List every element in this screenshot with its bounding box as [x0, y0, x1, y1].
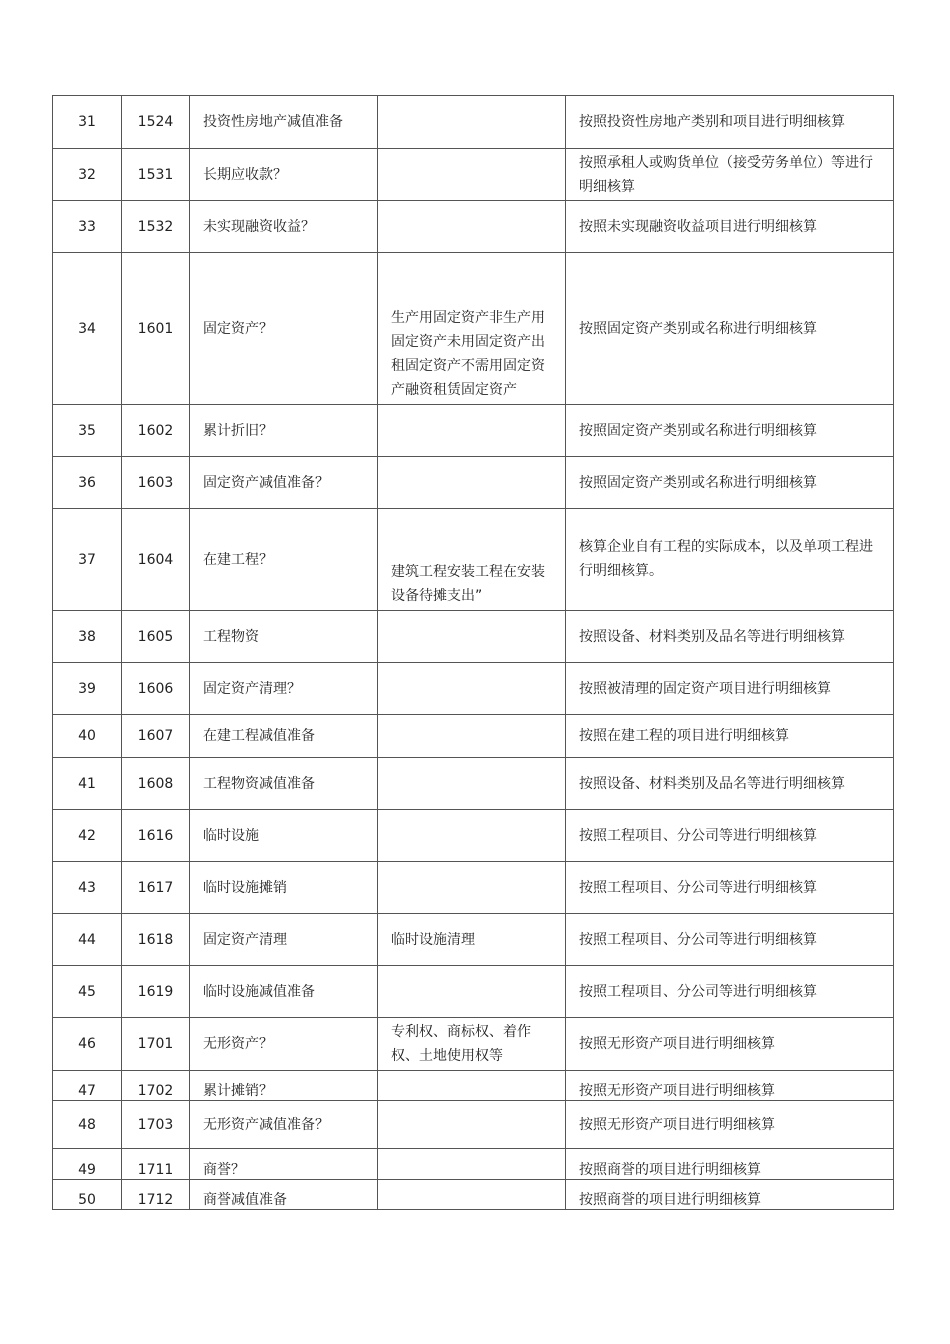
accounting-rule: 按照无形资产项目进行明细核算	[566, 1018, 894, 1071]
account-name: 临时设施摊销	[190, 862, 378, 914]
table-row	[53, 914, 894, 966]
row-number: 34	[53, 253, 122, 405]
table-row	[53, 1149, 894, 1180]
table-row	[53, 1180, 894, 1210]
accounts-table-body	[53, 96, 894, 1210]
account-name: 工程物资减值准备	[190, 758, 378, 810]
account-name: 在建工程减值准备	[190, 715, 378, 758]
accounting-rule: 按照设备、材料类别及品名等进行明细核算	[566, 611, 894, 663]
account-name: 无形资产减值准备？	[190, 1101, 378, 1149]
sub-accounts	[378, 663, 566, 715]
table-row	[53, 611, 894, 663]
account-code: 1703	[122, 1101, 190, 1149]
table-row	[53, 149, 894, 201]
account-name: 固定资产清理？	[190, 663, 378, 715]
account-name: 临时设施	[190, 810, 378, 862]
sub-accounts	[378, 862, 566, 914]
table-row	[53, 810, 894, 862]
account-name: 长期应收款？	[190, 149, 378, 201]
row-number: 45	[53, 966, 122, 1018]
accounting-rule: 按照工程项目、分公司等进行明细核算	[566, 810, 894, 862]
account-name: 累计摊销？	[190, 1071, 378, 1101]
sub-accounts	[378, 1180, 566, 1210]
accounting-rule: 按照在建工程的项目进行明细核算	[566, 715, 894, 758]
sub-accounts	[378, 810, 566, 862]
account-name: 无形资产？	[190, 1018, 378, 1071]
table-row	[53, 966, 894, 1018]
table-row	[53, 405, 894, 457]
account-code: 1524	[122, 96, 190, 149]
row-number: 49	[53, 1149, 122, 1180]
account-name: 投资性房地产减值准备	[190, 96, 378, 149]
account-code: 1618	[122, 914, 190, 966]
accounting-rule: 按照被清理的固定资产项目进行明细核算	[566, 663, 894, 715]
sub-accounts	[378, 457, 566, 509]
account-code: 1601	[122, 253, 190, 405]
row-number: 33	[53, 201, 122, 253]
accounting-rule: 按照无形资产项目进行明细核算	[566, 1101, 894, 1149]
sub-accounts: 临时设施清理	[378, 914, 566, 966]
account-name: 固定资产清理	[190, 914, 378, 966]
row-number: 43	[53, 862, 122, 914]
row-number: 39	[53, 663, 122, 715]
row-number: 41	[53, 758, 122, 810]
row-number: 42	[53, 810, 122, 862]
row-number: 46	[53, 1018, 122, 1071]
table-row	[53, 663, 894, 715]
accounting-rule: 按照商誉的项目进行明细核算	[566, 1149, 894, 1180]
account-name: 商誉？	[190, 1149, 378, 1180]
row-number: 36	[53, 457, 122, 509]
account-name: 未实现融资收益？	[190, 201, 378, 253]
sub-accounts: 生产用固定资产非生产用固定资产未用固定资产出租固定资产不需用固定资产融资租赁固定资产	[378, 253, 566, 405]
table-row	[53, 1101, 894, 1149]
accounting-rule: 按照工程项目、分公司等进行明细核算	[566, 862, 894, 914]
account-code: 1603	[122, 457, 190, 509]
sub-accounts: 建筑工程安装工程在安装设备待摊支出”	[378, 509, 566, 611]
account-name: 临时设施减值准备	[190, 966, 378, 1018]
table-row	[53, 862, 894, 914]
row-number: 47	[53, 1071, 122, 1101]
table-row	[53, 1071, 894, 1101]
account-code: 1602	[122, 405, 190, 457]
sub-accounts	[378, 405, 566, 457]
sub-accounts	[378, 96, 566, 149]
table-row	[53, 758, 894, 810]
account-name: 工程物资	[190, 611, 378, 663]
account-code: 1531	[122, 149, 190, 201]
accounting-rule: 按照设备、材料类别及品名等进行明细核算	[566, 758, 894, 810]
row-number: 32	[53, 149, 122, 201]
sub-accounts	[378, 758, 566, 810]
account-code: 1607	[122, 715, 190, 758]
row-number: 50	[53, 1180, 122, 1210]
accounting-rule: 按照承租人或购货单位（接受劳务单位）等进行明细核算	[566, 149, 894, 201]
accounting-rule: 核算企业自有工程的实际成本，以及单项工程进行明细核算。	[566, 509, 894, 611]
account-name: 累计折旧？	[190, 405, 378, 457]
accounting-rule: 按照工程项目、分公司等进行明细核算	[566, 914, 894, 966]
account-code: 1604	[122, 509, 190, 611]
table-row	[53, 457, 894, 509]
sub-accounts	[378, 966, 566, 1018]
table-row	[53, 509, 894, 611]
sub-accounts	[378, 201, 566, 253]
account-name: 在建工程？	[190, 509, 378, 611]
accounting-rule: 按照固定资产类别或名称进行明细核算	[566, 405, 894, 457]
account-code: 1606	[122, 663, 190, 715]
accounting-rule: 按照未实现融资收益项目进行明细核算	[566, 201, 894, 253]
accounting-rule: 按照固定资产类别或名称进行明细核算	[566, 253, 894, 405]
table-row	[53, 201, 894, 253]
sub-accounts	[378, 611, 566, 663]
sub-accounts	[378, 149, 566, 201]
accounting-rule: 按照无形资产项目进行明细核算	[566, 1071, 894, 1101]
account-code: 1711	[122, 1149, 190, 1180]
table-row	[53, 1018, 894, 1071]
row-number: 48	[53, 1101, 122, 1149]
row-number: 38	[53, 611, 122, 663]
account-code: 1619	[122, 966, 190, 1018]
account-name: 固定资产？	[190, 253, 378, 405]
account-code: 1702	[122, 1071, 190, 1101]
account-code: 1608	[122, 758, 190, 810]
sub-accounts	[378, 715, 566, 758]
account-name: 固定资产减值准备？	[190, 457, 378, 509]
row-number: 44	[53, 914, 122, 966]
row-number: 35	[53, 405, 122, 457]
accounts-table	[52, 95, 894, 1210]
accounting-rule: 按照固定资产类别或名称进行明细核算	[566, 457, 894, 509]
table-row	[53, 253, 894, 405]
row-number: 31	[53, 96, 122, 149]
table-row	[53, 715, 894, 758]
account-name: 商誉减值准备	[190, 1180, 378, 1210]
account-code: 1701	[122, 1018, 190, 1071]
account-code: 1617	[122, 862, 190, 914]
account-code: 1712	[122, 1180, 190, 1210]
row-number: 37	[53, 509, 122, 611]
sub-accounts	[378, 1101, 566, 1149]
sub-accounts	[378, 1149, 566, 1180]
accounting-rule: 按照工程项目、分公司等进行明细核算	[566, 966, 894, 1018]
table-row	[53, 96, 894, 149]
account-code: 1532	[122, 201, 190, 253]
row-number: 40	[53, 715, 122, 758]
sub-accounts: 专利权、商标权、着作权、土地使用权等	[378, 1018, 566, 1071]
account-code: 1616	[122, 810, 190, 862]
sub-accounts	[378, 1071, 566, 1101]
accounting-rule: 按照商誉的项目进行明细核算	[566, 1180, 894, 1210]
account-code: 1605	[122, 611, 190, 663]
accounting-rule: 按照投资性房地产类别和项目进行明细核算	[566, 96, 894, 149]
